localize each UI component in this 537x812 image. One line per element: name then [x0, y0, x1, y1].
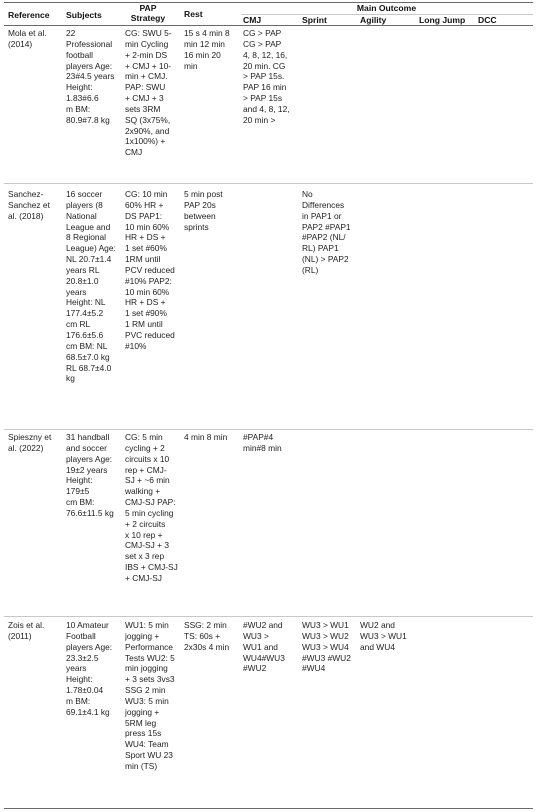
header-sprint: Sprint — [302, 15, 327, 25]
cell-sprint: WU3 > WU1 WU3 > WU2 WU3 > WU4 #WU3 #WU2 #WU4 — [302, 620, 351, 674]
cell-rest: 5 min post PAP 20s between sprints — [184, 189, 223, 232]
cell-cmj: CG > PAP CG > PAP 4, 8, 12, 16, 20 min. CG > PAP 15s. PAP 16 min > PAP 15s and 4, 8, 12, 20 min > — [243, 28, 290, 125]
cell-pap-strategy: WU1: 5 min jogging + Performance Tests WU2: 5 min jogging + 3 sets 3vs3 SSG 2 min WU3: 5 min jogging + 5RM leg press 15s WU4: Team Sport WU 23 min (TS) — [125, 620, 175, 771]
header-long-jump: Long Jump — [419, 15, 466, 25]
cell-pap-strategy: CG: SWU 5- min Cycling + 2-min DS + CMJ + 10- min + CMJ. PAP: SWU + CMJ + 3 sets 3RM SQ (3x75%, 2x90%, and 1x100%) + CMJ — [125, 28, 172, 158]
cell-subjects: 22 Professional football players Age: 23#4.5 years Height: 1.83#6.6 m BM: 80.9#7.8 kg — [66, 28, 115, 125]
cell-reference: Mola et al. (2014) — [8, 28, 47, 49]
cell-pap-strategy: CG: 10 min 60% HR + DS PAP1: 10 min 60% HR + DS + 1 set #60% 1RM until PCV reduced #10% PAP2: 10 min 60% HR + DS + 1 set #90% 1 RM until PVC reduced #10% — [125, 189, 175, 351]
row-divider — [4, 183, 533, 184]
cell-rest: SSG: 2 min TS: 60s + 2x30s 4 min — [184, 620, 230, 652]
header-reference: Reference — [8, 10, 50, 20]
row-divider — [4, 616, 533, 617]
cell-rest: 15 s 4 min 8 min 12 min 16 min 20 min — [184, 28, 230, 71]
cell-cmj: #WU2 and WU3 > WU1 and WU4#WU3 #WU2 — [243, 620, 285, 674]
cell-pap-strategy: CG: 5 min cycling + 2 circuits x 10 rep + CMJ- SJ + ~6 min walking + CMJ-SJ PAP: 5 min cycling + 2 circuits x 10 rep + CMJ-SJ + 3 set x 3 rep IBS + CMJ-SJ + CMJ-SJ — [125, 432, 178, 583]
header-pap-strategy: PAP Strategy — [130, 3, 166, 23]
cell-subjects: 31 handball and soccer players Age: 19±2 years Height: 179±5 cm BM: 76.6±11.5 kg — [66, 432, 114, 518]
cell-subjects: 10 Amateur Football players Age: 23.3±2.5 years Height: 1.78±0.04 m BM: 69.1±4.1 kg — [66, 620, 113, 717]
cell-reference: Spieszny et al. (2022) — [8, 432, 52, 453]
cell-reference: Sanchez- Sanchez et al. (2018) — [8, 189, 50, 221]
cell-subjects: 16 soccer players (8 National League and 8 Regional League) Age: NL 20.7±1.4 years RL 20.8±1.0 years Height: NL 177.4±5.2 cm RL 176.6±5.6 cm BM: NL 68.5±7.0 kg RL 68.7±4.0 kg — [66, 189, 116, 384]
cell-cmj: #PAP#4 min#8 min — [243, 432, 282, 453]
header-bottom-rule — [4, 25, 533, 26]
header-agility: Agility — [360, 15, 387, 25]
header-subjects: Subjects — [66, 10, 102, 20]
header-rest: Rest — [184, 9, 203, 19]
cell-sprint: No Differences in PAP1 or PAP2 #PAP1 #PAP2 (NL/ RL) PAP1 (NL) > PAP2 (RL) — [302, 189, 351, 275]
cell-agility: WU2 and WU3 > WU1 and WU4 — [360, 620, 407, 652]
row-divider — [4, 429, 533, 430]
header-main-outcome: Main Outcome — [356, 3, 417, 13]
cell-reference: Zois et al. (2011) — [8, 620, 45, 641]
header-cmj: CMJ — [243, 15, 262, 25]
header-dcc: DCC — [478, 15, 497, 25]
cell-rest: 4 min 8 min — [184, 432, 228, 442]
table-bottom-rule — [4, 808, 533, 809]
